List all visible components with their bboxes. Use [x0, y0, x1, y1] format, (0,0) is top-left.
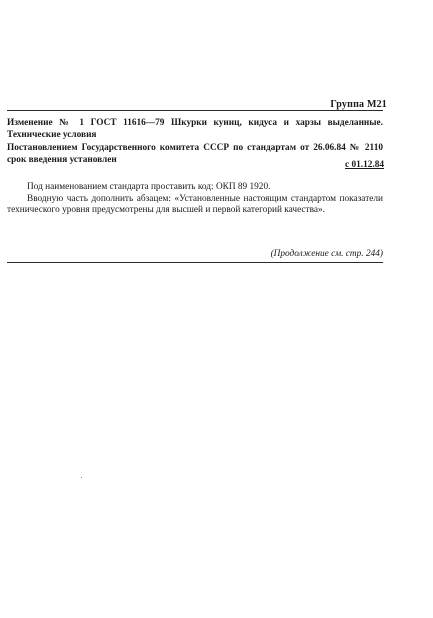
- scan-speck: [81, 477, 82, 478]
- group-label: Группа М21: [330, 99, 387, 110]
- top-divider: [7, 110, 383, 111]
- body-paragraph-intro: Вводную часть дополнить абзацем: «Установленные настоящим стандартом показатели технического уровня предусмотрены для высшей и первой категорий качества».: [7, 193, 383, 215]
- bottom-divider: [7, 262, 383, 263]
- effective-date: с 01.12.84: [345, 160, 384, 170]
- body-paragraph-code: Под наименованием стандарта проставить код: ОКП 89 1920.: [27, 182, 271, 192]
- resolution-text: Постановлением Государственного комитета СССР по стандартам от 26.06.84 № 2110 срок введения установлен: [7, 143, 383, 165]
- amendment-body: [7, 182, 383, 217]
- continued-note: (Продолжение см. стр. 244): [270, 249, 383, 259]
- amendment-title: Изменение № 1 ГОСТ 11616—79 Шкурки куниц, кидуса и харзы выделанные. Технические условия: [7, 118, 383, 140]
